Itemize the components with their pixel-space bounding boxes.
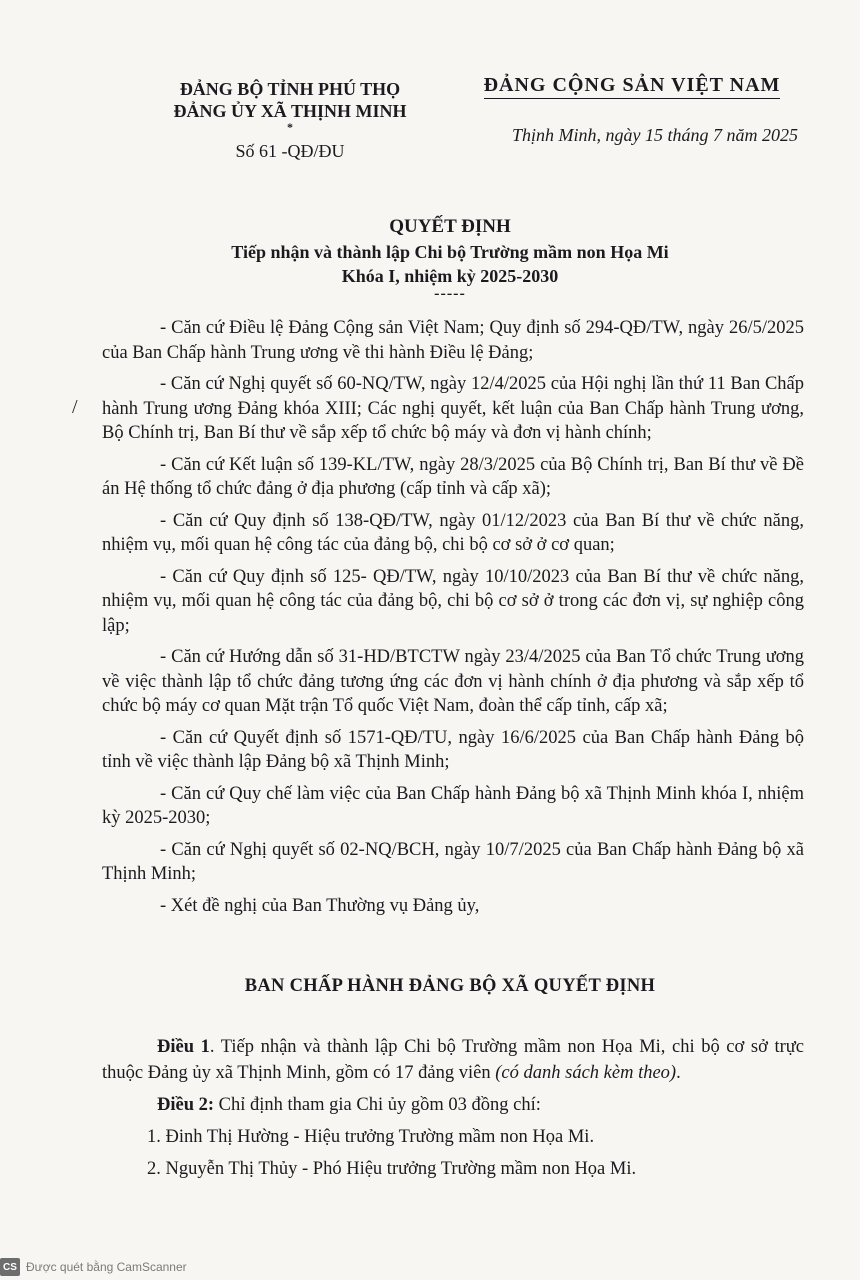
preamble <box>102 316 804 925</box>
article-2-label: Điều 2: <box>157 1095 215 1115</box>
document-number: Số 61 -QĐ/ĐU <box>235 141 345 161</box>
issuing-organization <box>140 78 440 162</box>
article-1 <box>102 1034 804 1086</box>
committee-member: 1. Đinh Thị Hường - Hiệu trưởng Trường mầm non Họa Mi. <box>147 1127 595 1147</box>
preamble-item: - Xét đề nghị của Ban Thường vụ Đảng ủy, <box>160 895 480 916</box>
preamble-item: - Căn cứ Quy định số 138-QĐ/TW, ngày 01/12/2023 của Ban Bí thư về chức năng, nhiệm vụ, mối quan hệ công tác của đảng bộ, chi bộ cơ sở ở cơ quan; <box>102 510 804 555</box>
preamble-item: - Căn cứ Nghị quyết số 60-NQ/TW, ngày 12/4/2025 của Hội nghị lần thứ 11 Ban Chấp hành Trung ương Đảng khóa XIII; Các nghị quyết, kết luận của Ban Chấp hành Trung ương, Bộ Chính trị, Ban Bí thư về sắp xếp tổ chức bộ máy và đơn vị hành chính; <box>102 374 804 443</box>
article-1-label: Điều 1 <box>157 1037 210 1057</box>
dateline: Thịnh Minh, ngày 15 tháng 7 năm 2025 <box>512 125 798 145</box>
title-term: Khóa I, nhiệm kỳ 2025-2030 <box>341 266 559 286</box>
committee-member: 2. Nguyễn Thị Thủy - Phó Hiệu trưởng Trường mầm non Họa Mi. <box>147 1159 637 1179</box>
decision-heading: BAN CHẤP HÀNH ĐẢNG BỘ XÃ QUYẾT ĐỊNH <box>244 976 656 996</box>
party-name: ĐẢNG CỘNG SẢN VIỆT NAM <box>484 74 781 99</box>
national-header <box>462 74 802 146</box>
preamble-item: - Căn cứ Quy chế làm việc của Ban Chấp hành Đảng bộ xã Thịnh Minh khóa I, nhiệm kỳ 2025-2030; <box>102 783 804 828</box>
preamble-item: - Căn cứ Hướng dẫn số 31-HD/BTCTW ngày 23/4/2025 của Ban Tổ chức Trung ương về việc thành lập tổ chức đảng tương ứng các đơn vị hành chính ở địa phương và sắp xếp tổ chức bộ máy cơ quan Mặt trận Tổ quốc Việt Nam, đoàn thể cấp tỉnh, cấp xã; <box>102 647 804 716</box>
title-main: QUYẾT ĐỊNH <box>389 216 511 237</box>
scanner-text: Được quét bằng CamScanner <box>26 1260 187 1274</box>
preamble-item: - Căn cứ Điều lệ Đảng Cộng sản Việt Nam; Quy định số 294-QĐ/TW, ngày 26/5/2025 của Ban Chấp hành Trung ương về thi hành Điều lệ Đảng; <box>102 318 804 363</box>
article-2 <box>102 1092 804 1118</box>
preamble-item: - Căn cứ Quyết định số 1571-QĐ/TU, ngày 16/6/2025 của Ban Chấp hành Đảng bộ tỉnh về việc thành lập Đảng bộ xã Thịnh Minh; <box>102 727 804 772</box>
margin-mark: / <box>72 396 78 418</box>
articles <box>102 1034 804 1188</box>
document-title <box>100 214 800 300</box>
article-2-text: Chỉ định tham gia Chi ủy gồm 03 đồng chí: <box>214 1095 541 1115</box>
org-line-commune: ĐẢNG ỦY XÃ THỊNH MINH <box>173 101 407 121</box>
article-1-note: (có danh sách kèm theo) <box>495 1063 677 1083</box>
org-line-province: ĐẢNG BỘ TỈNH PHÚ THỌ <box>179 79 401 99</box>
preamble-item: - Căn cứ Kết luận số 139-KL/TW, ngày 28/3/2025 của Bộ Chính trị, Ban Bí thư về Đề án Hệ thống tổ chức đảng ở địa phương (cấp tỉnh và cấp xã); <box>102 454 804 499</box>
star-mark: * <box>287 120 293 134</box>
article-1-end: . <box>676 1063 681 1083</box>
title-subject: Tiếp nhận và thành lập Chi bộ Trường mầm non Họa Mi <box>231 242 669 262</box>
camscanner-logo-icon: CS <box>0 1258 20 1276</box>
article-1-text: . Tiếp nhận và thành lập Chi bộ Trường mầm non Họa Mi, chi bộ cơ sở trực thuộc Đảng ủy xã Thịnh Minh, gồm có 17 đảng viên <box>102 1037 804 1083</box>
title-separator: ----- <box>434 285 466 302</box>
preamble-item: - Căn cứ Quy định số 125- QĐ/TW, ngày 10/10/2023 của Ban Bí thư về chức năng, nhiệm vụ, mối quan hệ công tác của đảng bộ, chi bộ cơ sở ở trong các đơn vị, sự nghiệp công lập; <box>102 566 804 636</box>
scanner-watermark <box>0 1254 187 1280</box>
preamble-item: - Căn cứ Nghị quyết số 02-NQ/BCH, ngày 10/7/2025 của Ban Chấp hành Đảng bộ xã Thịnh Minh; <box>102 839 804 884</box>
